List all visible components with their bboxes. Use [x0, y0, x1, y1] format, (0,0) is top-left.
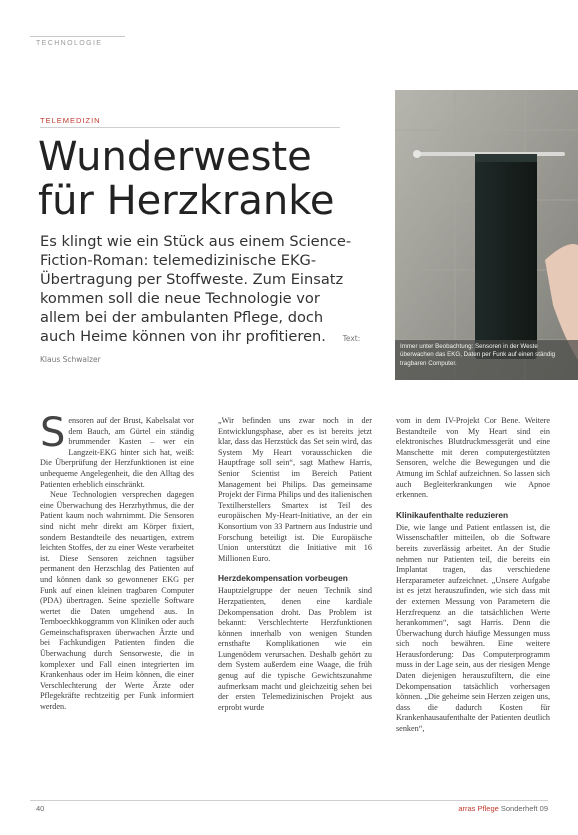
article-lead	[40, 232, 362, 369]
magazine-brand: arras Pflege	[458, 804, 499, 813]
footer-rule	[30, 800, 548, 801]
kicker-rule	[40, 127, 340, 128]
header-rule	[30, 36, 125, 37]
paragraph: „Wir befinden uns zwar noch in der Entwicklungsphase, aber es ist bereits jetzt klar, dass das Herzstück das Set sein wird, das System My Heart vorausschicken die Hauptfrage soll sein“, sagt Mathew Harris, Senior Scientist im Bereich Patient Management bei Philips. Das gemeinsame Projekt der Firma Philips und des italienischen Textilherstellers Smartex ist Teil des europäischen My-Heart-Initiative, an der ein Konsortium von 33 Partnern aus Industrie und Forschung beteiligt ist. Die Europäische Union unterstützt die Initiative mit 16 Millionen Euro.	[218, 416, 372, 563]
article-title	[38, 135, 358, 223]
paragraph-text: ensoren auf der Brust, Kabelsalat vor dem Bauch, am Gürtel ein ständig brummender Kasten – wer ein Langzeit-EKG hinter sich hat, weiß: Die Überprüfung der Herzfunktionen ist eine unbequeme Angelegenheit, die den Alltag des Patienten erheblich einschränkt.	[40, 416, 194, 489]
page-number: 40	[36, 804, 45, 813]
article-kicker: TELEMEDIZIN	[40, 116, 101, 125]
body-column-1	[40, 410, 194, 713]
drop-cap: S	[40, 410, 66, 456]
paragraph: Neue Technologien versprechen dagegen eine Überwachung des Herzrhythmus, die der Patient kaum noch wahrnimmt. Die Sensoren sind nicht mehr direkt am Körper fixiert, sondern Bestandteile des neuartigen, extrem leichten Stoffes, der zu einer Weste verarbeitet ist. Diese Sensoren zeichnen tagsüber permanent den Herzschlag des Patienten auf und können dank so gewonnener EKG per Funk auf einen kleinen tragbaren Computer (PDA) übertragen. Seine spezielle Software wertet die Daten umgehend aus. In Ternboeckhkoggramm von Kliniken oder auch Gemeinschaftspraxen überwachen Ärzte und bei Fachkundigen Patienten finden die Überwachung durch Sensorweste, die in komplexer und Fall einen integrierten im Krankenhaus oder im Heim können, die einer Verschlechterung der Werte Ärzte oder Pflegekräfte rechtzeitig per Funk informiert werden.	[40, 490, 194, 712]
photo-caption: Immer unter Beobachtung: Sensoren in der Weste überwachen das EKG, Daten per Funk auf einen ständig tragbaren Computer.	[400, 343, 556, 367]
paragraph: vom in dem IV-Projekt Cor Bene. Weitere Bestandteile von My Heart sind ein elektronisches Blutdruckmessgerät und eine Manschette mit deren computergestützten Sensoren, welche die Bewegungen und die Atmung im Schlaf aufzeichnen. So lassen sich auch Begleiterkrankungen wie Apnoe erkennen.	[396, 416, 550, 500]
body-column-2	[218, 416, 372, 713]
section-label: TECHNOLOGIE	[36, 40, 103, 47]
body-column-3	[396, 416, 550, 735]
article-photo	[395, 90, 578, 380]
paragraph	[40, 410, 194, 490]
title-line-1: Wunderweste	[38, 134, 312, 180]
paragraph: Die, wie lange und Patient entlassen ist, die Wissenschaftler mitteilen, ob die Software bereits zuverlässig arbeitet. An der Studie nehmen nur Patienten teil, die bereits ein Implantat tragen, das verschiedene Herzparameter aufzeichnet. „Unsere Aufgabe ist es jetzt herauszufinden, wie sich dass mit der externen Messung von Parametern die Herzfrequenz an die tatsächlichen Werte herankommen“, sagt Harris. Denn die Überwachung durch häufige Messungen muss sich noch bewähren. Eine weitere Herausforderung: Das Computerprogramm muss in der Lage sein, aus der riesigen Menge Daten diejenigen herauszufiltern, die eine Dekompensation tatsächlich vorhersagen können. „Die geheime sein Herzen zeigen uns, dass die dadurch Kosten für Krankenhausaufenthalte der Patienten deutlich senken“,	[396, 522, 550, 734]
subheading: Klinikaufenthalte reduzieren	[396, 509, 509, 520]
paragraph: Hauptzielgruppe der neuen Technik sind Herzpatienten, denen eine kardiale Dekompensation droht. Das Problem ist bekannt: Verschlechterte Herzfunktionen können innerhalb von wenigen Stunden ernsthafte Komplikationen wie ein Lungenödem verursachen. Deshalb gehört zu dem System außerdem eine Waage, die früh genug auf die typische Gewichtszunahme aufmerksam macht und gleichzeitig sehen bei der ersten Telemedizinischen Projekt aus erprobt wurde	[218, 586, 372, 712]
footer-magazine	[458, 804, 548, 813]
title-line-2: für Herzkranke	[38, 178, 335, 224]
photo-illustration	[395, 90, 578, 380]
lead-text: Es klingt wie ein Stück aus einem Science-Fiction-Roman: telemedizinische EKG-Übertragung per Stoffweste. Zum Einsatz kommen soll die neue Technologie vor allem bei der ambulanten Pflege, doch auch Heime können von ihr profitieren.	[40, 233, 352, 345]
subheading: Herzdekompensation vorbeugen	[218, 573, 348, 584]
magazine-issue: Sonderheft 09	[500, 804, 548, 813]
author-credit: Text: Klaus Schwalzer	[40, 334, 361, 364]
